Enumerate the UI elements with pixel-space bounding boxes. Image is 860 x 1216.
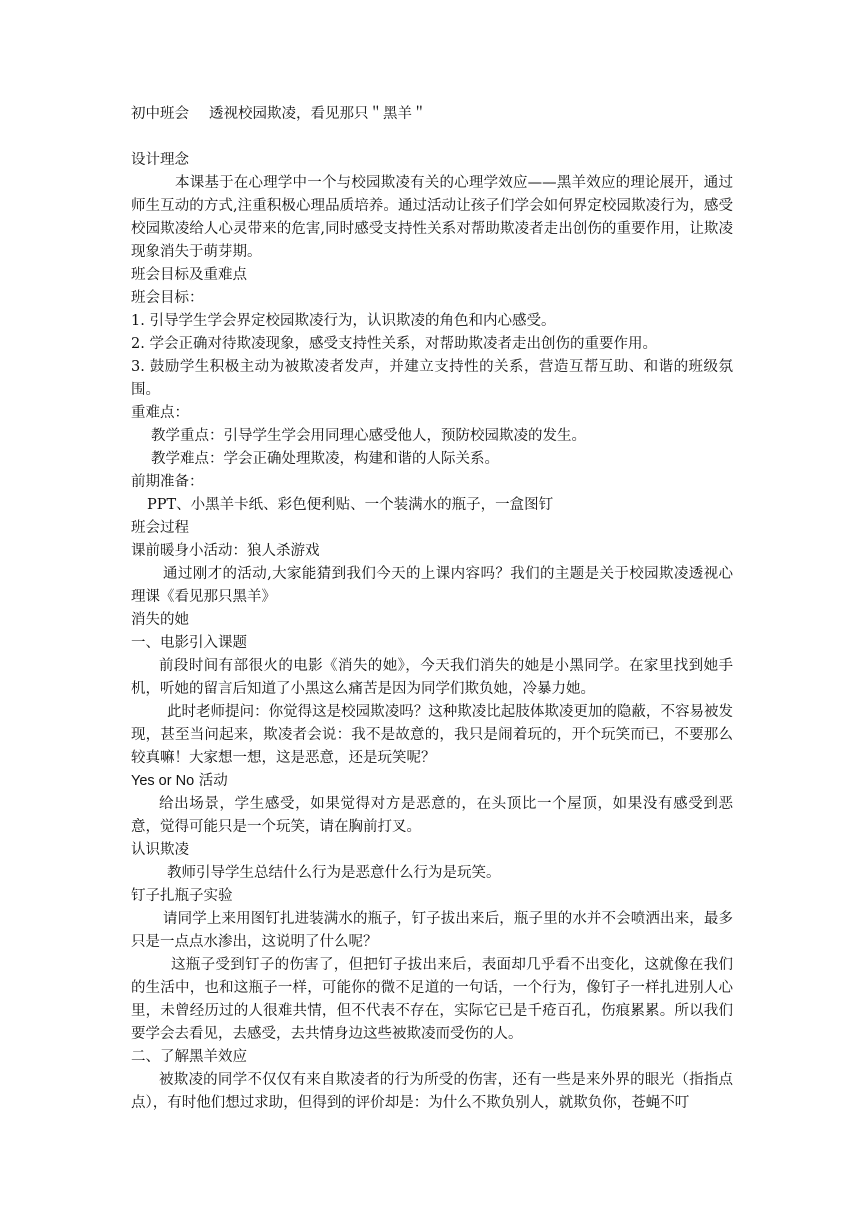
- part1-paragraph-1: 前段时间有部很火的电影《消失的她》，今天我们消失的她是小黑同学。在家里找到她手机，听她的留言后知道了小黑这么痛苦是因为同学们欺负她，冷暴力她。: [131, 658, 733, 697]
- recognize-heading: 认识欺凌: [131, 842, 189, 858]
- part2-heading: 二、了解黑羊效应: [131, 1049, 247, 1065]
- warmup-paragraph: 通过刚才的活动,大家能猜到我们今天的上课内容吗？我们的主题是关于校园欺凌透视心理课《看见那只黑羊》: [131, 566, 733, 605]
- goal-item-2: 2. 学会正确对待欺凌现象，感受支持性关系，对帮助欺凌者走出创伤的重要作用。: [131, 336, 657, 352]
- design-paragraph: 本课基于在心理学中一个与校园欺凌有关的心理学效应——黑羊效应的理论展开，通过师生互动的方式,注重积极心理品质培养。通过活动让孩子们学会如何界定校园欺凌行为，感受校园欺凌给人心灵带来的危害,同时感受支持性关系对帮助欺凌者走出创伤的重要作用，让欺凌现象消失于萌芽期。: [131, 175, 733, 260]
- recognize-paragraph: 教师引导学生总结什么行为是恶意什么行为是玩笑。: [167, 865, 501, 881]
- vanished-heading: 消失的她: [131, 612, 189, 628]
- design-heading: 设计理念: [131, 152, 189, 168]
- blank-line: [131, 126, 733, 149]
- difficulty-heading: 重难点：: [131, 405, 189, 421]
- prep-heading: 前期准备：: [131, 474, 204, 490]
- teaching-key-point: 教学重点：引导学生学会用同理心感受他人，预防校园欺凌的发生。: [151, 428, 586, 444]
- process-heading: 班会过程: [131, 520, 189, 536]
- yes-no-latin: Yes or No: [131, 773, 195, 789]
- part1-heading: 一、电影引入课题: [131, 635, 247, 651]
- goal-item-1: 1. 引导学生学会界定校园欺凌行为，认识欺凌的角色和内心感受。: [131, 313, 556, 329]
- part1-paragraph-2: 此时老师提问：你觉得这是校园欺凌吗？这种欺凌比起肢体欺凌更加的隐蔽，不容易被发现，甚至当问起来，欺凌者会说：我不是故意的，我只是闹着玩的，开个玩笑而已，不要那么较真嘛！大家想一想，这是恶意，还是玩笑呢？: [131, 704, 733, 766]
- yes-no-heading: [131, 770, 733, 793]
- document-body: [131, 103, 733, 1115]
- title-main: 透视校园欺凌，看见那只＂黑羊＂: [209, 106, 427, 122]
- yes-no-suffix: 活动: [194, 773, 228, 789]
- goal-item-3: 3. 鼓励学生积极主动为被欺凌者发声，并建立支持性的关系，营造互帮互助、和谐的班级氛围。: [131, 359, 733, 398]
- yes-no-paragraph: 给出场景，学生感受，如果觉得对方是恶意的，在头顶比一个屋顶，如果没有感受到恶意，觉得可能只是一个玩笑，请在胸前打叉。: [131, 796, 733, 835]
- nail-experiment-heading: 钉子扎瓶子实验: [131, 888, 233, 904]
- prep-materials: PPT、小黑羊卡纸、彩色便利贴、一个装满水的瓶子，一盒图钉: [147, 497, 554, 513]
- part2-paragraph-1: 被欺凌的同学不仅仅有来自欺凌者的行为所受的伤害，还有一些是来外界的眼光（指指点点），有时他们想过求助，但得到的评价却是：为什么不欺负别人，就欺负你，苍蝇不叮: [131, 1072, 733, 1111]
- title-prefix: 初中班会: [131, 106, 189, 122]
- teaching-difficult-point: 教学难点：学会正确处理欺凌，构建和谐的人际关系。: [151, 451, 499, 467]
- goals-subheading: 班会目标：: [131, 290, 204, 306]
- nail-paragraph-1: 请同学上来用图钉扎进装满水的瓶子，钉子拔出来后，瓶子里的水并不会喷洒出来，最多只是一点点水渗出，这说明了什么呢？: [131, 911, 733, 950]
- document-title: [131, 103, 733, 126]
- goals-heading: 班会目标及重难点: [131, 267, 247, 283]
- warmup-heading: 课前暖身小活动：狼人杀游戏: [131, 543, 320, 559]
- nail-paragraph-2: 这瓶子受到钉子的伤害了，但把钉子拔出来后，表面却几乎看不出变化，这就像在我们的生活中，也和这瓶子一样，可能你的微不足道的一句话，一个行为，像钉子一样扎进别人心里，未曾经历过的人很难共情，但不代表不存在，实际它已是千疮百孔，伤痕累累。所以我们要学会去看见，去感受，去共情身边这些被欺凌而受伤的人。: [131, 957, 733, 1042]
